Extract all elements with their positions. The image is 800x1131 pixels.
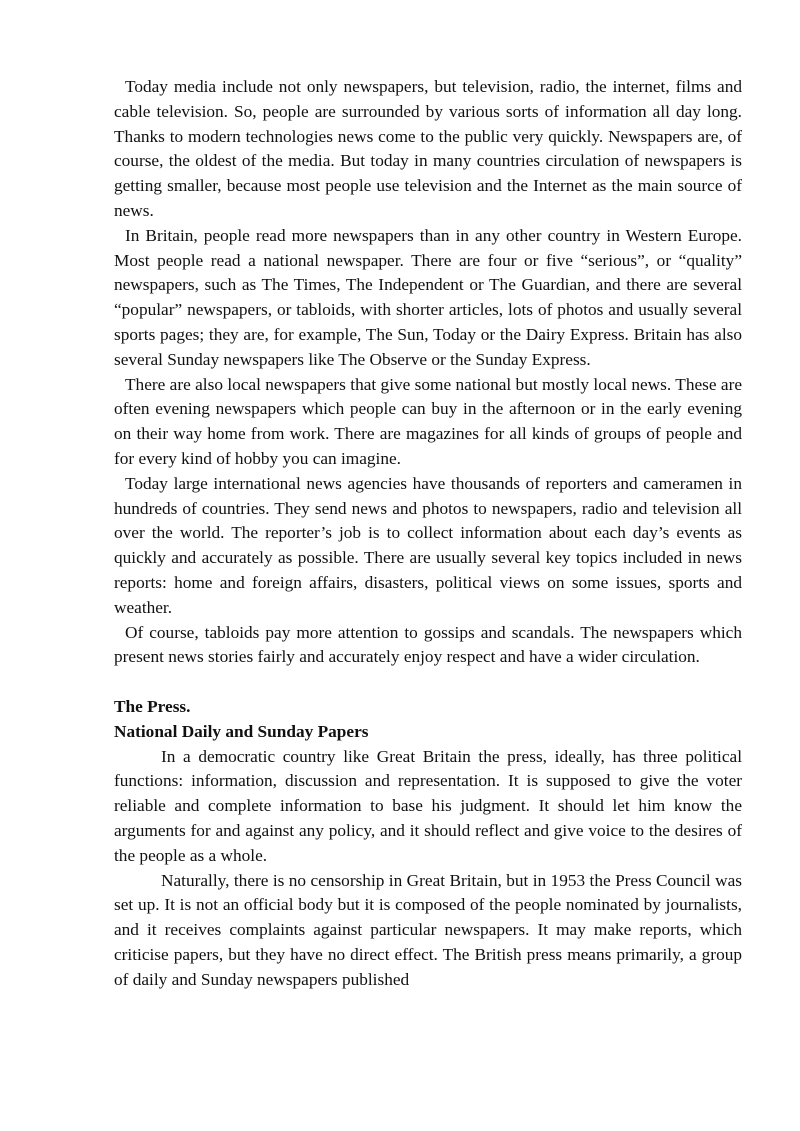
- intro-paragraph-local: There are also local newspapers that give some national but mostly local news. These are often evening newspapers which people can buy in the afternoon or in the early evening on their way home from work. There are magazines for all kinds of groups of people and for every kind of hobby you can imagine.: [114, 374, 742, 468]
- intro-paragraph-agencies: Today large international news agencies have thousands of reporters and cameramen in hundreds of countries. They send news and photos to newspapers, radio and television all over the world. The reporter’s job is to collect information about each day’s events as quickly and accurately as possible. There are usually several key topics included in news reports: home and foreign affairs, disasters, political views on some issues, sports and weather.: [114, 473, 742, 617]
- intro-paragraph-media: Today media include not only newspapers, but television, radio, the internet, films and cable television. So, people are surrounded by various sorts of information all day long. Thanks to modern technologies news come to the public very quickly. Newspapers are, of course, the oldest of the media. But today in many countries circulation of newspapers is getting smaller, because most people use television and the Internet as the main source of news.: [114, 77, 742, 220]
- intro-paragraph-tabloids: Of course, tabloids pay more attention to gossips and scandals. The newspapers which present news stories fairly and accurately enjoy respect and have a wider circulation.: [114, 622, 742, 667]
- intro-paragraph-britain: In Britain, people read more newspapers than in any other country in Western Europe. Most people read a national newspaper. There are four or five “serious”, or “quality” newspapers, such as The Times, The Independent or The Guardian, and there are several “popular” newspapers, or tabloids, with shorter articles, lots of photos and usually several sports pages; they are, for example, The Sun, Today or the Dairy Express. Britain has also several Sunday newspapers like The Observe or the Sunday Express.: [114, 225, 742, 369]
- section-title: The Press.: [114, 696, 191, 716]
- section-spacer: [114, 670, 742, 695]
- section-paragraph-functions: In a democratic country like Great Britain the press, ideally, has three political functions: information, discussion and representation. It is supposed to give the voter reliable and complete information to base his judgment. It should let him know the arguments for and against any policy, and it should reflect and give voice to the desires of the people as a whole.: [114, 746, 742, 865]
- section-subtitle: National Daily and Sunday Papers: [114, 721, 369, 741]
- section-paragraph-censorship: Naturally, there is no censorship in Great Britain, but in 1953 the Press Council was set up. It is not an official body but it is composed of the people nominated by journalists, and it receives complaints against particular newspapers. It may make reports, which criticise papers, but they have no direct effect. The British press means primarily, a group of daily and Sunday newspapers published: [114, 870, 742, 989]
- document-page: [114, 75, 742, 992]
